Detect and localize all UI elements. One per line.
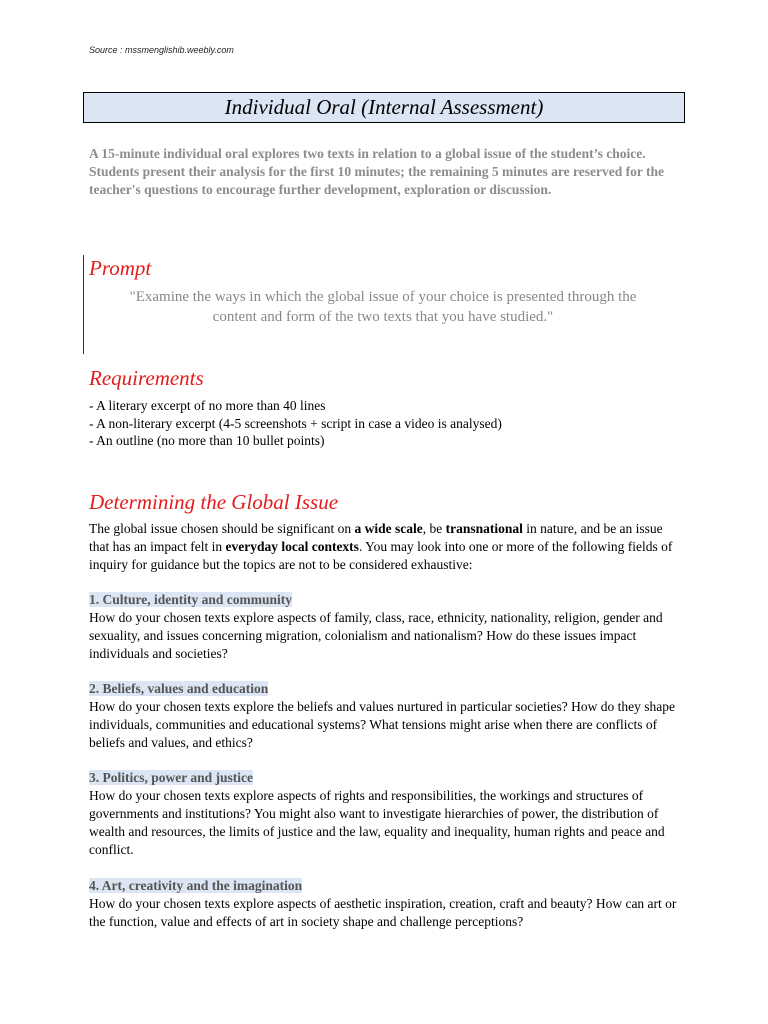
field-description: How do your chosen texts explore aspects of family, class, race, ethnicity, nationality, religion, gender and sexuality, and issues concerning migration, colonialism and nationalism? How do these issues impact individuals and societies? [89, 610, 663, 661]
field-description: How do your chosen texts explore aspects of aesthetic inspiration, creation, craft and beauty? How can art or the function, value and effects of art in society shape and challenge perceptions? [89, 896, 677, 929]
source-citation: Source : mssmenglishib.weebly.com [89, 45, 234, 55]
intro-emphasis: transnational [445, 521, 523, 536]
global-issue-intro [89, 520, 684, 574]
requirement-item: - An outline (no more than 10 bullet points) [89, 433, 325, 448]
page-title-text: Individual Oral (Internal Assessment) [224, 95, 544, 119]
global-issue-heading: Determining the Global Issue [89, 490, 339, 514]
field-description: How do your chosen texts explore aspects of rights and responsibilities, the workings and structures of governments and institutions? You might also want to investigate hierarchies of power, the distribution of wealth and resources, the limits of justice and the law, equality and inequality, human rights and peace and conflict. [89, 788, 665, 857]
field-of-inquiry-2 [89, 680, 684, 752]
intro-emphasis: everyday local contexts [225, 539, 359, 554]
field-of-inquiry-4 [89, 877, 684, 931]
requirements-list [89, 397, 502, 450]
prompt-quote-line-2: content and form of the two texts that you have studied." [212, 309, 554, 325]
requirements-heading: Requirements [89, 366, 204, 390]
prompt-quote-line-1: "Examine the ways in which the global issue of your choice is presented through the [129, 289, 637, 305]
page-title [83, 92, 685, 123]
field-title: 1. Culture, identity and community [89, 592, 293, 607]
field-title: 3. Politics, power and justice [89, 770, 253, 785]
field-of-inquiry-1 [89, 591, 684, 663]
intro-text: , be [422, 521, 446, 536]
intro-text: The global issue chosen should be significant on [89, 521, 355, 536]
prompt-left-rule [83, 255, 84, 354]
field-title: 4. Art, creativity and the imagination [89, 878, 303, 893]
intro-text: . You may look into one or more of the following fields of inquiry for guidance but the topics are not to be considered exhaustive: [89, 539, 673, 572]
requirement-item: - A literary excerpt of no more than 40 lines [89, 398, 326, 413]
requirement-item: - A non-literary excerpt (4-5 screenshots + script in case a video is analysed) [89, 415, 502, 431]
field-of-inquiry-3 [89, 769, 684, 859]
intro-emphasis: a wide scale [354, 521, 423, 536]
prompt-heading: Prompt [89, 256, 152, 280]
intro-text: in nature, and be an issue that has an impact felt in [89, 521, 663, 554]
prompt-quote [92, 287, 674, 327]
intro-paragraph: A 15-minute individual oral explores two texts in relation to a global issue of the student’s choice. Students present their analysis for the first 10 minutes; the remaining 5 minutes are reserved for the teacher's questions to encourage further development, exploration or discussion. [89, 146, 664, 197]
field-description: How do your chosen texts explore the beliefs and values nurtured in particular societies? How do they shape individuals, communities and educational systems? What tensions might arise when there are conflicts of beliefs and values, and ethics? [89, 699, 675, 750]
field-title: 2. Beliefs, values and education [89, 681, 269, 696]
